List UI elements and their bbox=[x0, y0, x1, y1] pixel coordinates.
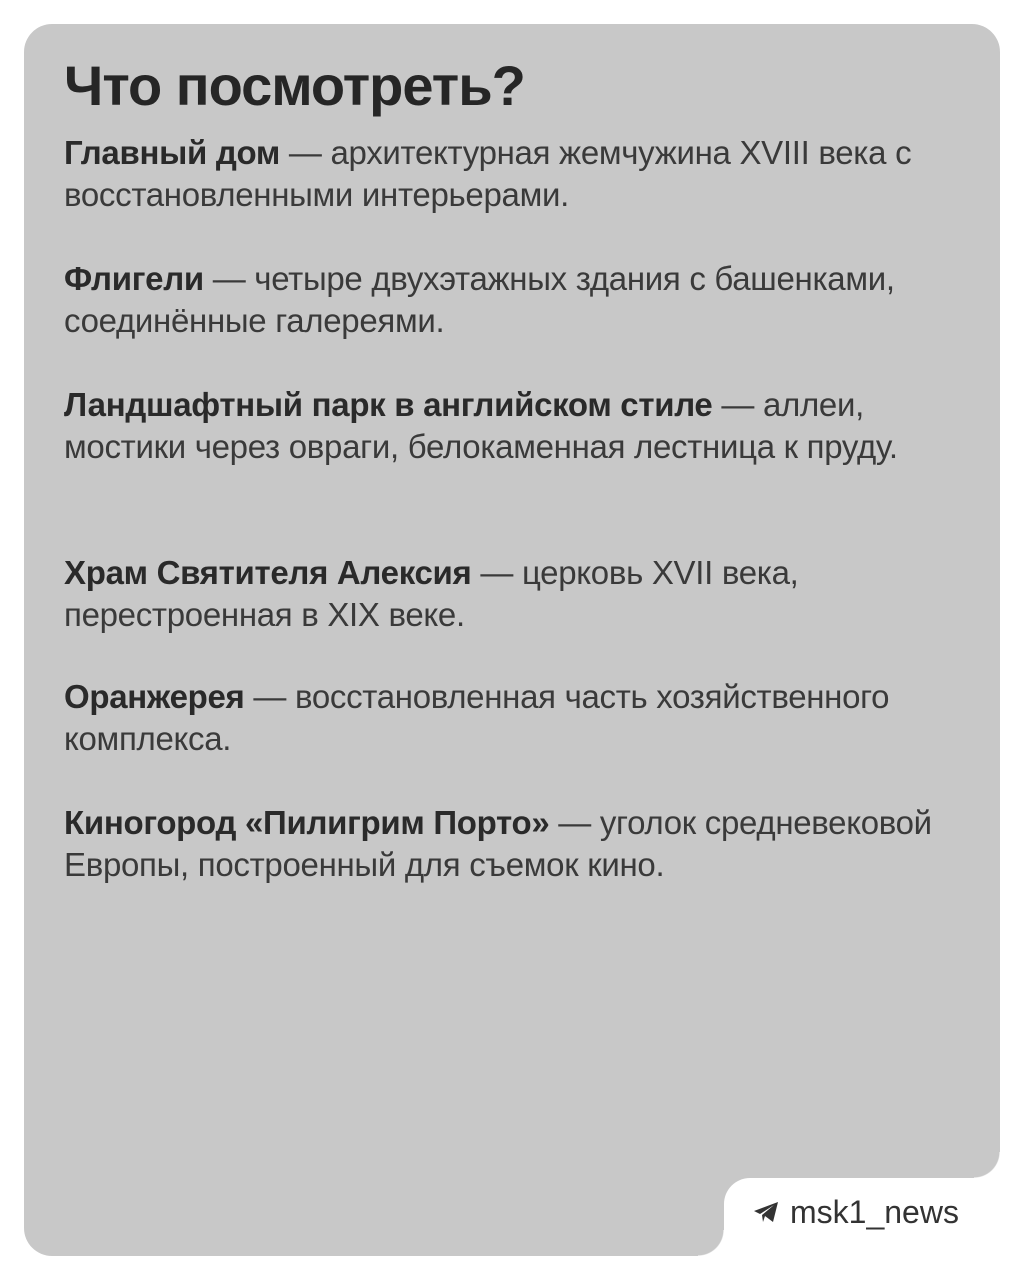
list-item bbox=[64, 802, 964, 886]
page-title: Что посмотреть? bbox=[64, 54, 525, 117]
item-name: Флигели bbox=[64, 260, 204, 297]
list-item bbox=[64, 258, 964, 342]
item-description: восстановленная часть хозяйственного комплекса. bbox=[64, 678, 890, 757]
item-dash: — bbox=[721, 386, 755, 423]
item-description: уголок средневековой Европы, построенный для съемок кино. bbox=[64, 804, 932, 883]
item-description: четыре двухэтажных здания с башенками, соединённые галереями. bbox=[64, 260, 895, 339]
badge-corner bbox=[698, 1230, 724, 1256]
item-description: церковь XVII века, перестроенная в XIX веке. bbox=[64, 554, 799, 633]
badge-corner bbox=[974, 1152, 1000, 1178]
list-item bbox=[64, 132, 964, 216]
item-dash: — bbox=[253, 678, 287, 715]
channel-badge[interactable] bbox=[724, 1178, 1000, 1256]
item-dash: — bbox=[480, 554, 514, 591]
item-name: Ландшафтный парк в английском стиле bbox=[64, 386, 713, 423]
item-name: Храм Святителя Алексия bbox=[64, 554, 472, 591]
telegram-icon bbox=[752, 1200, 780, 1224]
item-description: архитектурная жемчужина XVIII века с восстановленными интерьерами. bbox=[64, 134, 912, 213]
channel-name: msk1_news bbox=[790, 1194, 959, 1230]
item-name: Оранжерея bbox=[64, 678, 245, 715]
item-dash: — bbox=[288, 134, 322, 171]
list-item bbox=[64, 384, 964, 468]
item-name: Киногород «Пилигрим Порто» bbox=[64, 804, 550, 841]
item-dash: — bbox=[558, 804, 591, 841]
item-name: Главный дом bbox=[64, 134, 281, 171]
item-dash: — bbox=[212, 260, 246, 297]
list-item bbox=[64, 676, 964, 760]
item-description: аллеи, мостики через овраги, белокаменная лестница к пруду. bbox=[64, 386, 898, 465]
list-item bbox=[64, 552, 964, 636]
content-card bbox=[24, 24, 1000, 1256]
